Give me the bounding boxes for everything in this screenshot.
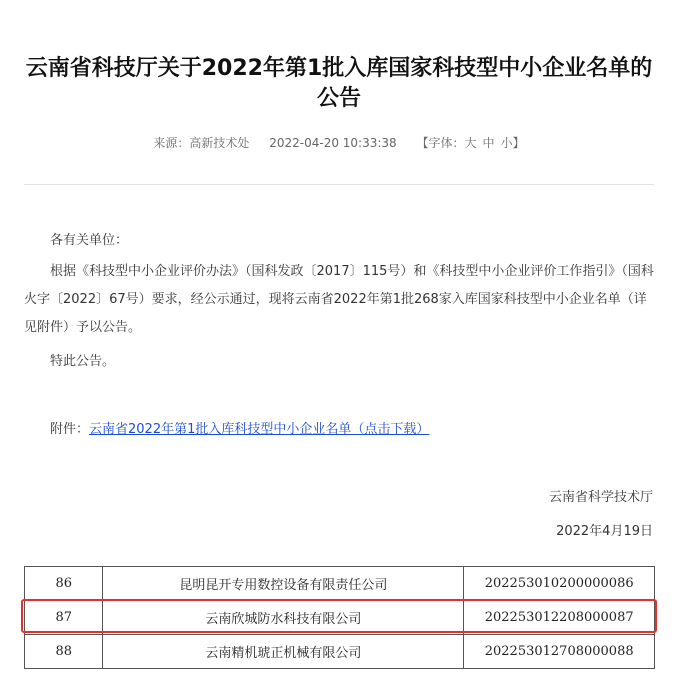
table-row [25, 635, 655, 669]
divider [24, 184, 654, 185]
attachment-label: 附件： [50, 422, 90, 437]
company-name: 云南欣城防水科技有限公司 [103, 601, 464, 635]
font-size-control [417, 136, 525, 150]
body-paragraph: 根据《科技型中小企业评价办法》（国科发政〔2017〕115号）和《科技型中小企业评价工作指引》（国科火字〔2022〕67号）要求，经公示通过，现将云南省2022年第1批268家入库国家科技型中小企业名单（详见附件）予以公告。 [24, 264, 654, 335]
font-size-suffix: 】 [512, 136, 525, 150]
company-name: 昆明昆开专用数控设备有限责任公司 [103, 567, 464, 601]
row-number: 86 [25, 567, 103, 601]
table-row [25, 601, 655, 635]
attachment-download-link[interactable]: 云南省2022年第1批入库科技型中小企业名单（点击下载） [89, 422, 430, 437]
closing-text: 特此公告。 [50, 354, 116, 369]
company-table [24, 566, 655, 669]
row-number: 88 [25, 635, 103, 669]
registration-code: 202253010200000086 [464, 567, 655, 601]
article-meta [0, 134, 678, 151]
issuer: 云南省科学技术厅 [548, 490, 653, 505]
font-size-small[interactable]: 小 [500, 136, 513, 150]
registration-code: 202253012208000087 [464, 601, 655, 635]
font-size-medium[interactable]: 中 [482, 136, 495, 150]
salutation: 各有关单位： [50, 233, 129, 248]
page-title: 云南省科技厅关于2022年第1批入库国家科技型中小企业名单的公告 [25, 56, 653, 111]
issue-date: 2022年4月19日 [556, 524, 653, 539]
attachment-line [24, 418, 654, 437]
company-name: 云南精机琥正机械有限公司 [103, 635, 464, 669]
row-number: 87 [25, 601, 103, 635]
registration-code: 202253012708000088 [464, 635, 655, 669]
font-size-large[interactable]: 大 [464, 136, 477, 150]
article-source: 来源：高新技术处 [153, 136, 250, 150]
table-row [25, 567, 655, 601]
article-datetime: 2022-04-20 10:33:38 [269, 136, 397, 150]
font-size-prefix: 【字体： [416, 136, 465, 150]
